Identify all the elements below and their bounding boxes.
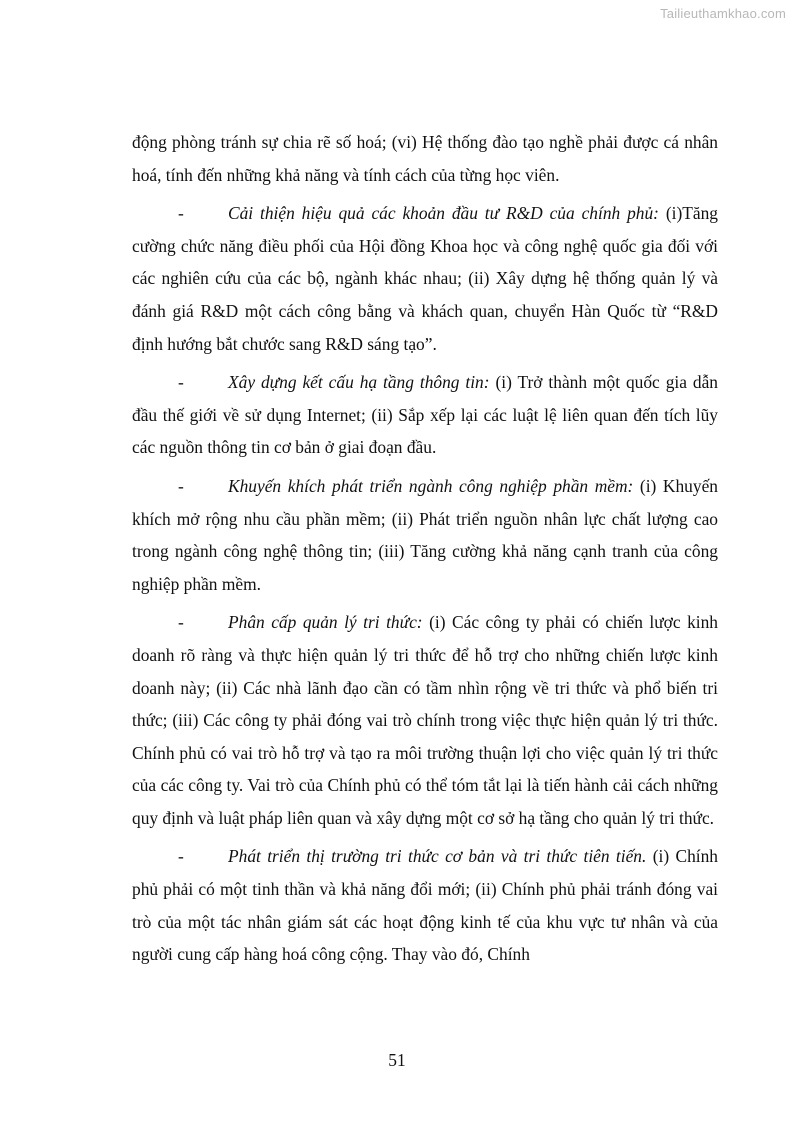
- bullet-dash: -: [178, 372, 184, 393]
- bullet-dash: -: [178, 475, 184, 496]
- bullet-knowledge-management: [132, 606, 718, 834]
- watermark: Tailieuthamkhao.com: [660, 6, 786, 21]
- bullet-lead: Phân cấp quản lý tri thức:: [228, 612, 423, 633]
- intro-paragraph: động phòng tránh sự chia rẽ số hoá; (vi) Hệ thống đào tạo nghề phải được cá nhân hoá, tính đến những khả năng và tính cách của từng học viên.: [132, 132, 718, 185]
- bullet-dash: -: [178, 846, 184, 867]
- page-number: 51: [388, 1050, 406, 1070]
- bullet-rnd-investment: [132, 197, 718, 360]
- bullet-text: (i)Tăng cường chức năng điều phối của Hội đồng Khoa học và công nghệ quốc gia đối với các nghiên cứu của các bộ, ngành khác nhau; (ii) Xây dựng hệ thống quản lý và đánh giá R&D một cách công bằng và khách quan, chuyển Hàn Quốc từ “R&D định hướng bắt chước sang R&D sáng tạo”.: [132, 203, 718, 354]
- document-body: [132, 126, 718, 977]
- bullet-knowledge-market: [132, 840, 718, 970]
- bullet-dash: -: [178, 203, 184, 224]
- bullet-lead: Khuyến khích phát triển ngành công nghiệp phần mềm:: [228, 475, 634, 496]
- bullet-text: (i) Khuyến khích mở rộng nhu cầu phần mềm; (ii) Phát triển nguồn nhân lực chất lượng cao trong ngành công nghệ thông tin; (iii) Tăng cường khả năng cạnh tranh của công nghiệp phần mềm.: [132, 475, 718, 594]
- bullet-text: (i) Trở thành một quốc gia dẫn đầu thế giới về sử dụng Internet; (ii) Sắp xếp lại các luật lệ liên quan đến tích lũy các nguồn thông tin cơ bản ở giai đoạn đầu.: [132, 372, 718, 458]
- bullet-text: (i) Chính phủ phải có một tinh thần và khả năng đổi mới; (ii) Chính phủ phải tránh đóng vai trò của một tác nhân giám sát các hoạt động kinh tế của khu vực tư nhân và của người cung cấp hàng hoá công cộng. Thay vào đó, Chính: [132, 846, 718, 965]
- bullet-lead: Cải thiện hiệu quả các khoản đầu tư R&D của chính phủ:: [228, 203, 659, 224]
- bullet-software-industry: [132, 470, 718, 600]
- bullet-text: (i) Các công ty phải có chiến lược kinh doanh rõ ràng và thực hiện quản lý tri thức để hỗ trợ cho những chiến lược kinh doanh này; (ii) Các nhà lãnh đạo cần có tầm nhìn rộng về tri thức và phổ biến tri thức; (iii) Các công ty phải đóng vai trò chính trong việc thực hiện quản lý tri thức. Chính phủ có vai trò hỗ trợ và tạo ra môi trường thuận lợi cho việc quản lý tri thức của các công ty. Vai trò của Chính phủ có thể tóm tắt lại là tiến hành cải cách những quy định và luật pháp liên quan và xây dựng một cơ sở hạ tầng cho quản lý tri thức.: [132, 612, 718, 828]
- bullet-lead: Phát triển thị trường tri thức cơ bản và tri thức tiên tiến.: [228, 846, 647, 867]
- bullet-lead: Xây dựng kết cấu hạ tầng thông tin:: [228, 372, 490, 393]
- bullet-info-infrastructure: [132, 366, 718, 464]
- bullet-dash: -: [178, 612, 184, 633]
